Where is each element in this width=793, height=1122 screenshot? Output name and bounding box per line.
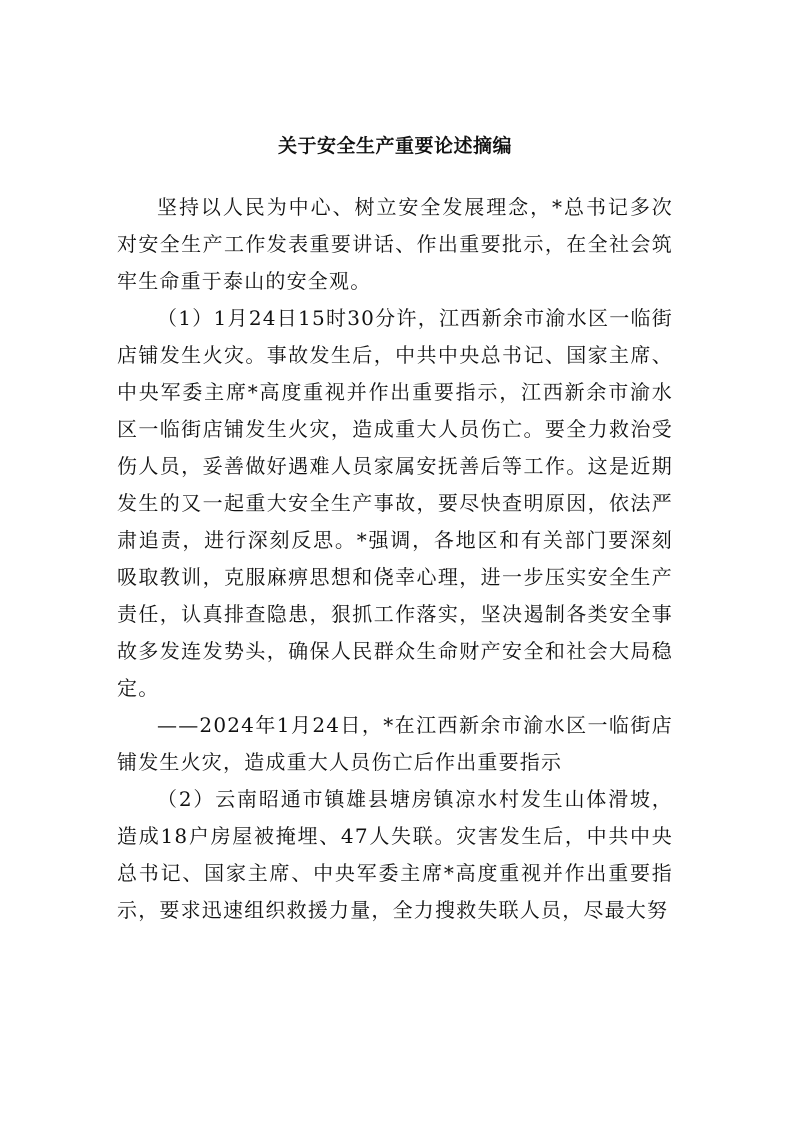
- paragraph-item-2: （2）云南昭通市镇雄县塘房镇凉水村发生山体滑坡，造成18户房屋被掩埋、47人失联。灾害发生后，中共中央总书记、国家主席、中央军委主席*高度重视并作出重要指示，要求迅速组织救援力量，全力搜救失联人员，尽最大努: [117, 787, 673, 922]
- document-body: [117, 189, 673, 929]
- paragraph-source-1: ——2024年1月24日，*在江西新余市渝水区一临街店铺发生火灾，造成重大人员伤亡后作出重要指示: [117, 713, 673, 774]
- paragraph-item-1: （1）1月24日15时30分许，江西新余市渝水区一临街店铺发生火灾。事故发生后，中共中央总书记、国家主席、中央军委主席*高度重视并作出重要指示，江西新余市渝水区一临街店铺发生火灾，造成重大人员伤亡。要全力救治受伤人员，妥善做好遇难人员家属安抚善后等工作。这是近期发生的又一起重大安全生产事故，要尽快查明原因，依法严肃追责，进行深刻反思。*强调，各地区和有关部门要深刻吸取教训，克服麻痹思想和侥幸心理，进一步压实安全生产责任，认真排查隐患，狠抓工作落实，坚决遏制各类安全事故多发连发势头，确保人民群众生命财产安全和社会大局稳定。: [117, 306, 673, 700]
- document-title: 关于安全生产重要论述摘编: [277, 135, 512, 157]
- paragraph-intro: 坚持以人民为中心、树立安全发展理念，*总书记多次对安全生产工作发表重要讲话、作出重要批示，在全社会筑牢生命重于泰山的安全观。: [117, 195, 673, 293]
